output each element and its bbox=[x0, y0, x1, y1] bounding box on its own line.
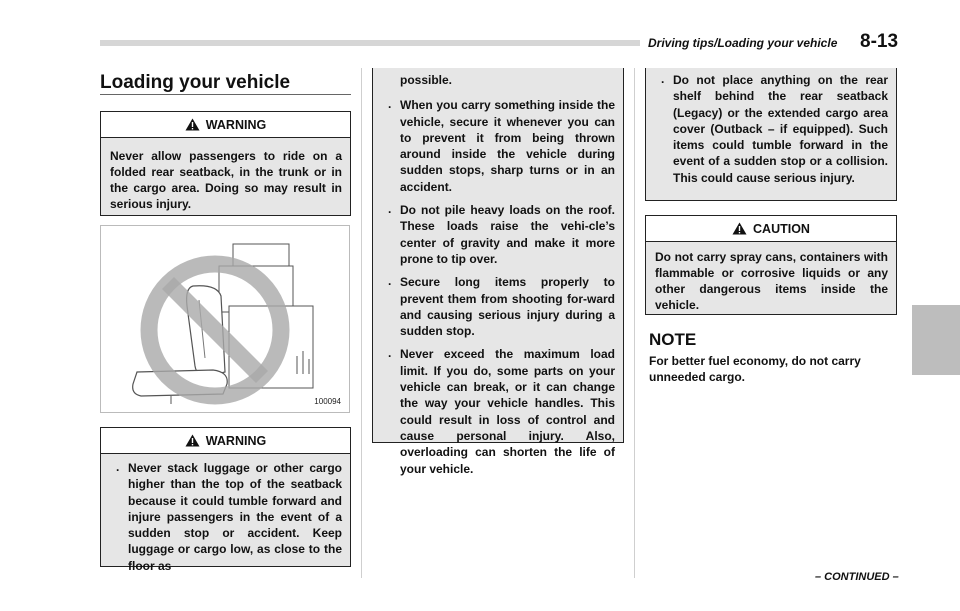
bullet-text: Never stack luggage or other cargo higher than the top of the seatback because it could tumble forward and injure passengers in the event of a sudden stop or accident. Keep luggage or cargo low, as close to the floor as bbox=[128, 461, 342, 573]
warning-triangle-icon bbox=[185, 118, 200, 131]
bullet-text: possible. bbox=[400, 73, 453, 87]
warning-box-continued bbox=[372, 68, 624, 476]
bullet-mark: . bbox=[661, 72, 665, 86]
caution-triangle-icon bbox=[732, 222, 747, 235]
illustration bbox=[100, 225, 350, 413]
figure-id: 100094 bbox=[314, 397, 341, 406]
warning-bullet bbox=[373, 346, 615, 476]
note-text: For better fuel economy, do not carry unneeded cargo. bbox=[649, 354, 861, 384]
warning-bullet bbox=[373, 97, 615, 195]
bullet-mark: . bbox=[388, 346, 392, 361]
bullet-text: When you carry something inside the vehicle, secure it whenever you can to prevent it from being thrown around inside the vehicle during sudden stops, sharp turns or in an accident. bbox=[400, 98, 615, 194]
warning-box bbox=[100, 427, 351, 573]
warning-box-continued bbox=[645, 68, 897, 201]
bullet-mark: . bbox=[116, 460, 120, 474]
warning-bullet bbox=[373, 202, 615, 267]
continued-label: – CONTINUED – bbox=[815, 571, 899, 583]
running-title: Driving tips/Loading your vehicle bbox=[648, 36, 838, 50]
page-number: 8-13 bbox=[860, 31, 899, 52]
column-divider bbox=[634, 68, 635, 578]
warning-text: Never allow passengers to ride on a folded rear seatback, in the trunk or in the cargo area. Doing so may result in serious injury. bbox=[110, 149, 342, 211]
warning-bullet bbox=[101, 460, 342, 574]
bullet-mark: . bbox=[388, 202, 392, 217]
header-rule bbox=[100, 40, 640, 46]
warning-bullet bbox=[646, 72, 888, 186]
chapter-tab bbox=[912, 305, 960, 375]
title-rule bbox=[100, 94, 351, 95]
caution-header bbox=[646, 216, 896, 242]
section-title: Loading your vehicle bbox=[100, 72, 291, 93]
note-heading: NOTE bbox=[649, 330, 697, 349]
warning-label: WARNING bbox=[205, 117, 267, 132]
warning-header bbox=[101, 428, 350, 454]
warning-triangle-icon bbox=[185, 434, 200, 447]
bullet-text: Do not place anything on the rear shelf behind the rear seatback (Legacy) or the extended cargo area cover (Outback – if equipped). Such items could tumble forward in the event of a sudden stop or a collision. This could cause serious injury. bbox=[673, 73, 888, 185]
bullet-text: Never exceed the maximum load limit. If you do, some parts on your vehicle can break, or it can change the way your vehicle handles. This could result in loss of control and cause personal injury. Also, overloading can shorten the life of your vehicle. bbox=[400, 347, 615, 476]
caution-label: CAUTION bbox=[753, 221, 810, 236]
bullet-text: Secure long items properly to prevent them from shooting for-ward and causing serious injury during a sudden stop. bbox=[400, 275, 615, 339]
caution-text: Do not carry spray cans, containers with flammable or corrosive liquids or any other dangerous items inside the vehicle. bbox=[655, 250, 888, 312]
overloaded-seat-illustration bbox=[101, 226, 349, 412]
bullet-mark: . bbox=[388, 274, 392, 289]
bullet-text: Do not pile heavy loads on the roof. These loads raise the vehi-cle’s center of gravity and make it more prone to tip over. bbox=[400, 203, 615, 266]
column-divider bbox=[361, 68, 362, 578]
bullet-mark: . bbox=[388, 97, 392, 112]
warning-continuation bbox=[373, 72, 615, 88]
warning-label: WARNING bbox=[205, 433, 267, 448]
warning-bullet bbox=[373, 274, 615, 339]
caution-box bbox=[645, 215, 897, 315]
warning-box bbox=[100, 111, 351, 216]
warning-header bbox=[101, 112, 350, 138]
